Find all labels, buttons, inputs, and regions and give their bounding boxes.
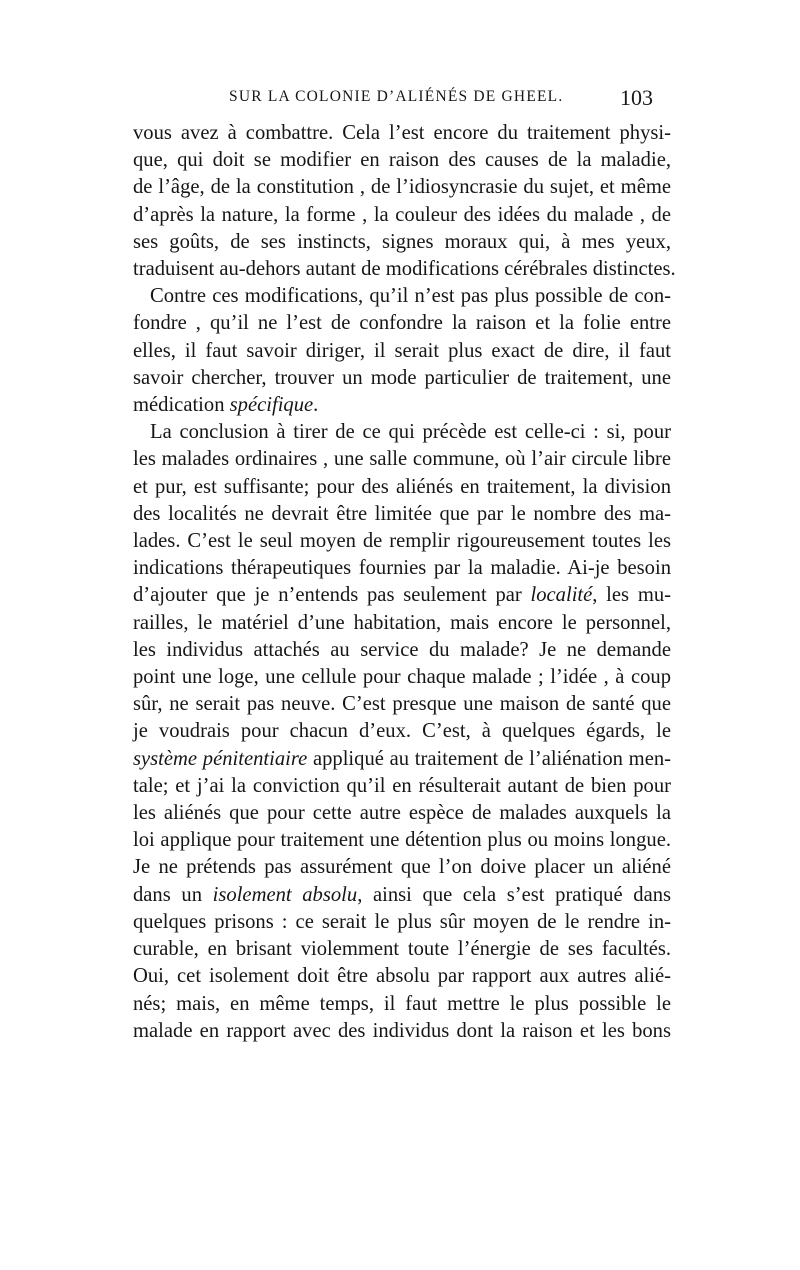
text-line: railles, le matériel d’une habitation, mais encore le personnel,	[133, 611, 671, 634]
text-line	[133, 582, 671, 609]
text-line: les aliénés que pour cette autre espèce de malades auxquels la	[133, 802, 671, 825]
text-line: les individus attachés au service du malade? Je ne demande	[133, 638, 671, 661]
text-run: , les mu-	[592, 584, 671, 607]
text-line: je voudrais pour chacun d’eux. C’est, à quelques égards, le	[133, 720, 671, 743]
text-line: que, qui doit se modifier en raison des causes de la maladie,	[133, 149, 671, 172]
text-line: vous avez à combattre. Cela l’est encore du traitement physi-	[133, 122, 671, 144]
text-line	[133, 392, 671, 419]
text-line: savoir chercher, trouver un mode particulier de traitement, une	[133, 366, 671, 389]
italic-term: localité	[530, 584, 593, 607]
text-line: loi applique pour traitement une détention plus ou moins longue.	[133, 829, 671, 852]
paragraph-3	[133, 419, 671, 1045]
text-line: fondre , qu’il ne l’est de confondre la raison et la folie entre	[133, 312, 671, 335]
text-run: .	[313, 394, 319, 417]
text-line: curable, en brisant violemment toute l’énergie de ses facultés.	[133, 938, 671, 961]
text-line: lades. C’est le seul moyen de remplir rigoureusement toutes les	[133, 530, 671, 553]
text-line	[133, 882, 671, 909]
text-line: Contre ces modifications, qu’il n’est pas plus possible de con-	[150, 285, 671, 308]
paragraph-1	[133, 120, 676, 283]
text-line: malade en rapport avec des individus dont la raison et les bons	[133, 1019, 671, 1042]
italic-term: isolement absolu	[212, 883, 358, 906]
text-line: Je ne prétends pas assurément que l’on doive placer un aliéné	[133, 856, 671, 879]
italic-term: système pénitentiaire	[133, 747, 308, 770]
text-run: , ainsi que cela s’est pratiqué dans	[357, 883, 672, 906]
text-line	[133, 746, 671, 773]
text-line: nés; mais, en même temps, il faut mettre le plus possible le	[133, 992, 671, 1015]
text-line: sûr, ne serait pas neuve. C’est presque une maison de santé que	[133, 693, 671, 716]
text-run: médication	[133, 394, 230, 417]
italic-term: spécifique	[229, 394, 314, 417]
text-line: d’après la nature, la forme , la couleur des idées du malade , de	[133, 203, 671, 226]
text-line: tale; et j’ai la conviction qu’il en résulterait autant de bien pour	[133, 774, 671, 797]
text-run: appliqué au traitement de l’aliénation men-	[307, 747, 671, 770]
text-line: traduisent au-dehors autant de modifications cérébrales distinctes.	[133, 258, 676, 281]
text-line: elles, il faut savoir diriger, il serait plus exact de dire, il faut	[133, 339, 671, 362]
page-number: 103	[620, 85, 653, 110]
text-line: les malades ordinaires , une salle commune, où l’air circule libre	[133, 448, 671, 471]
text-line: indications thérapeutiques fournies par la maladie. Ai-je besoin	[133, 557, 671, 580]
text-line: et pur, est suffisante; pour des aliénés en traitement, la division	[133, 475, 671, 498]
text-line: des localités ne devrait être limitée que par le nombre des ma-	[133, 502, 671, 525]
text-line: ses goûts, de ses instincts, signes moraux qui, à mes yeux,	[133, 230, 671, 253]
body-text	[133, 120, 676, 1045]
text-line: Oui, cet isolement doit être absolu par rapport aux autres alié-	[133, 965, 671, 988]
running-title: SUR LA COLONIE D’ALIÉNÉS DE GHEEL.	[229, 88, 564, 105]
paragraph-2	[133, 283, 671, 419]
text-line: La conclusion à tirer de ce qui précède est celle-ci : si, pour	[150, 421, 671, 444]
text-line: point une loge, une cellule pour chaque malade ; l’idée , à coup	[133, 666, 671, 689]
text-run: d’ajouter que je n’entends pas seulement par	[133, 584, 531, 607]
page-header	[133, 85, 653, 118]
text-line: quelques prisons : ce serait le plus sûr moyen de le rendre in-	[133, 910, 671, 933]
text-run: dans un	[133, 883, 213, 906]
text-line: de l’âge, de la constitution , de l’idiosyncrasie du sujet, et même	[133, 176, 671, 199]
